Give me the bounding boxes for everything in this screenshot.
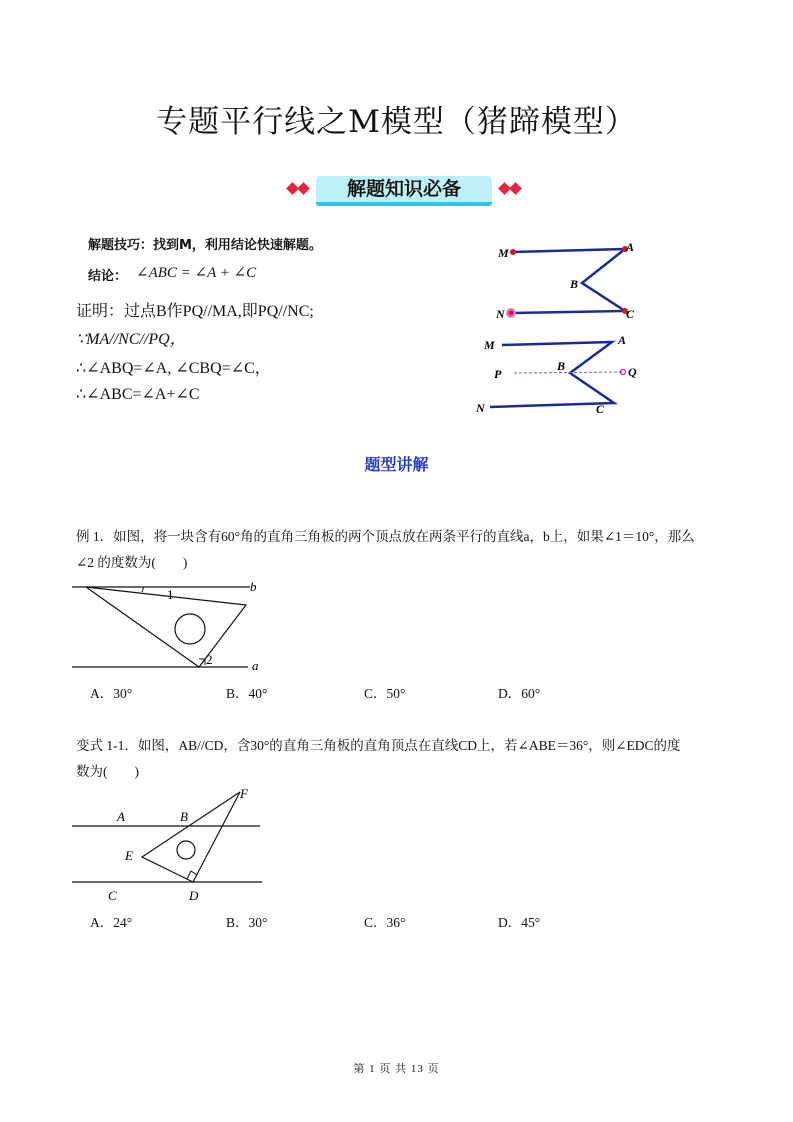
example1-question-cont: ∠2 的度数为( )	[76, 555, 188, 570]
triangle-ruler	[86, 587, 246, 667]
banner-label: 解题知识必备	[316, 176, 492, 206]
label-m: M	[484, 338, 495, 352]
label-c: C	[108, 888, 117, 903]
angle-2-label: 2	[206, 652, 213, 667]
diamond-icon	[509, 182, 522, 195]
section-title: 题型讲解	[364, 455, 429, 474]
example1-option-d[interactable]: D．60°	[498, 686, 541, 701]
label-m: M	[498, 246, 509, 260]
variant1-option-a[interactable]: A．24°	[90, 915, 133, 930]
label-b: B	[557, 359, 566, 373]
line-a-label: a	[252, 658, 259, 673]
section-banner	[286, 175, 526, 207]
variant1-option-b[interactable]: B．30°	[226, 915, 268, 930]
label-b: B	[570, 277, 579, 291]
example1-figure	[72, 578, 272, 676]
variant1-question: 变式 1-1．如图，AB//CD，含30°的直角三角板的直角顶点在直线CD上，若∠ABE＝36°，则∠EDC的度	[76, 738, 681, 753]
example1-option-a[interactable]: A．30°	[90, 686, 133, 701]
variant1-question-cont: 数为( )	[76, 764, 139, 779]
page-footer: 第 1 页 共 13 页	[353, 1063, 440, 1075]
line-b-label: b	[250, 579, 257, 594]
m-model-figure-top	[480, 236, 650, 324]
label-p: P	[494, 367, 502, 381]
label-d: D	[189, 888, 199, 903]
conclusion-formula: ∠ABC = ∠A + ∠C	[136, 265, 257, 281]
m-model-figure-bottom	[470, 328, 660, 420]
diamond-icon	[297, 182, 310, 195]
angle-1-label: 1	[167, 587, 174, 602]
pq-dashed-line	[514, 372, 622, 373]
label-a: A	[117, 809, 125, 824]
m-shape-line	[513, 249, 625, 313]
point-m	[510, 249, 516, 255]
m-shape-line	[490, 342, 614, 407]
proof-line-3: ∴∠ABQ=∠A, ∠CBQ=∠C，	[76, 360, 271, 377]
proof-line-1: 证明：过点B作PQ//MA,即PQ//NC;	[76, 303, 314, 320]
label-c: C	[596, 402, 605, 416]
proof-line-2: ∵MA//NC//PQ，	[76, 331, 186, 348]
triangle-ruler	[142, 792, 240, 882]
label-f: F	[240, 786, 248, 801]
label-q: Q	[628, 365, 637, 379]
technique-text: 解题技巧：找到M，利用结论快速解题。	[88, 238, 322, 253]
angle-1-arc	[142, 587, 144, 592]
proof-line-4: ∴∠ABC=∠A+∠C	[76, 386, 200, 403]
variant1-figure	[72, 786, 272, 906]
label-n: N	[496, 307, 505, 321]
example1-question: 例 1．如图，将一块含有60°角的直角三角板的两个顶点放在两条平行的直线a，b上，如果∠1＝10°，那么	[76, 529, 695, 544]
conclusion-label: 结论：	[88, 269, 128, 284]
label-n: N	[476, 401, 485, 415]
example1-option-c[interactable]: C．50°	[364, 686, 406, 701]
variant1-option-d[interactable]: D．45°	[498, 915, 541, 930]
label-b: B	[180, 809, 188, 824]
label-c: C	[626, 307, 635, 321]
label-a: A	[626, 240, 635, 254]
ruler-hole	[177, 841, 195, 859]
label-a: A	[618, 333, 627, 347]
page-title: 专题平行线之M模型（猪蹄模型）	[156, 104, 637, 140]
point-n	[509, 311, 514, 316]
label-e: E	[125, 848, 133, 863]
ruler-hole	[175, 614, 205, 644]
example1-option-b[interactable]: B．40°	[226, 686, 268, 701]
variant1-option-c[interactable]: C．36°	[364, 915, 406, 930]
